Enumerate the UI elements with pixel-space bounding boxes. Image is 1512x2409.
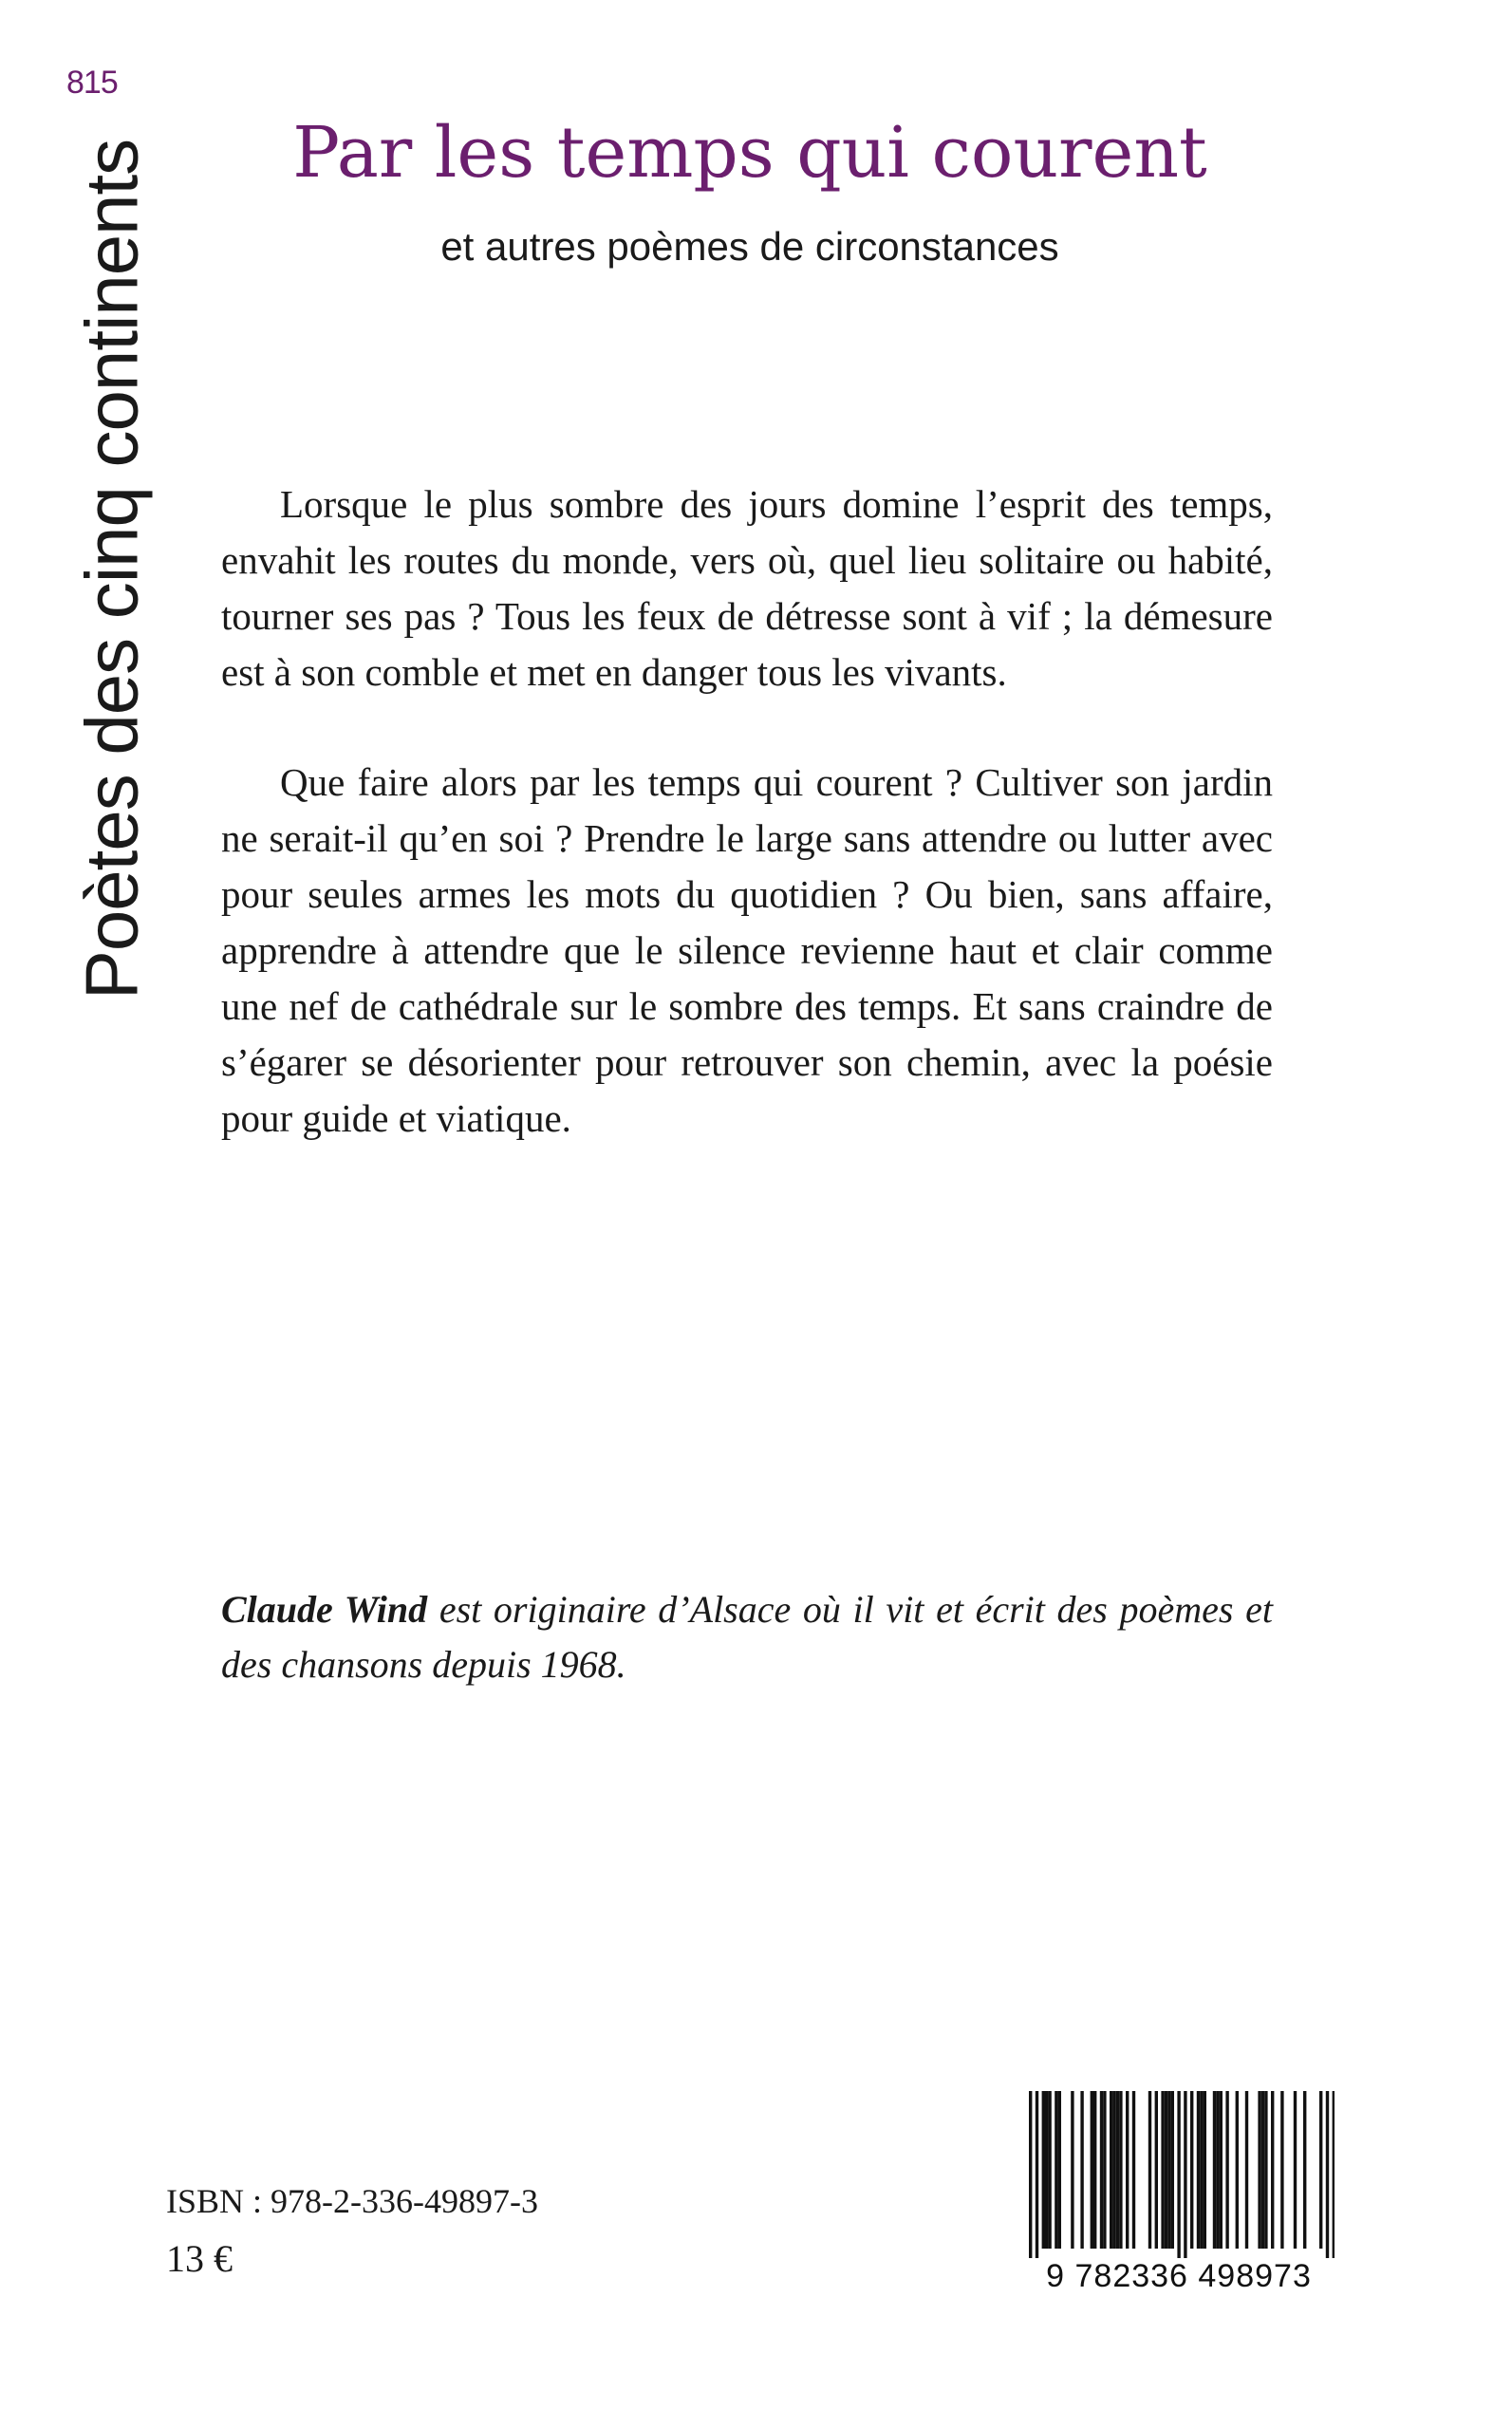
barcode-bar bbox=[1080, 2091, 1083, 2249]
barcode bbox=[1023, 2091, 1335, 2304]
barcode-bar bbox=[1103, 2091, 1106, 2249]
barcode-bar bbox=[1058, 2091, 1061, 2249]
barcode-bar bbox=[1204, 2091, 1206, 2249]
price: 13 € bbox=[166, 2237, 233, 2280]
barcode-bar bbox=[1132, 2091, 1135, 2249]
isbn: ISBN : 978-2-336-49897-3 bbox=[166, 2182, 538, 2220]
barcode-bar bbox=[1197, 2091, 1200, 2249]
barcode-bar bbox=[1071, 2091, 1073, 2249]
barcode-bar bbox=[1161, 2091, 1164, 2249]
barcode-bar bbox=[1112, 2091, 1115, 2249]
barcode-bars bbox=[1023, 2091, 1335, 2258]
author-bio bbox=[221, 1582, 1273, 1692]
barcode-digits: 9 782336 498973 bbox=[1046, 2258, 1312, 2294]
series-name: Poètes des cinq continents bbox=[69, 139, 154, 1000]
barcode-bar bbox=[1042, 2091, 1045, 2249]
barcode-bar bbox=[1167, 2091, 1170, 2249]
barcode-bar bbox=[1264, 2091, 1267, 2249]
barcode-bar bbox=[1280, 2091, 1283, 2249]
barcode-bar bbox=[1225, 2091, 1228, 2249]
barcode-bar bbox=[1220, 2091, 1223, 2249]
barcode-bar bbox=[1091, 2091, 1093, 2249]
barcode-bar bbox=[1045, 2091, 1048, 2249]
barcode-bar bbox=[1333, 2091, 1335, 2258]
book-title: Par les temps qui courent bbox=[292, 112, 1207, 194]
barcode-bar bbox=[1165, 2091, 1167, 2249]
barcode-bar bbox=[1029, 2091, 1032, 2258]
barcode-bar bbox=[1055, 2091, 1057, 2249]
author-name: Claude Wind bbox=[221, 1588, 428, 1631]
barcode-bar bbox=[1100, 2091, 1103, 2249]
barcode-bar bbox=[1245, 2091, 1248, 2249]
barcode-bar bbox=[1148, 2091, 1151, 2249]
barcode-bar bbox=[1200, 2091, 1203, 2249]
barcode-bar bbox=[1271, 2091, 1274, 2249]
barcode-bar bbox=[1326, 2091, 1329, 2258]
barcode-bar bbox=[1261, 2091, 1264, 2249]
barcode-bar bbox=[1319, 2091, 1322, 2249]
barcode-bar bbox=[1294, 2091, 1297, 2249]
barcode-bar bbox=[1110, 2091, 1112, 2249]
series-number: 815 bbox=[66, 65, 118, 101]
blurb-paragraph: Que faire alors par les temps qui courent ? Cultiver son jardin ne serait-il qu’en soi ? Prendre le large sans attendre ou lutter avec pour seules armes les mots du quotidien ? Ou bien, sans affaire, apprendre à attendre que le silence revienne haut et clair comme une nef de cathédrale sur le sombre des temps. Et sans craindre de s’égarer se désorienter pour retrouver son chemin, avec la poésie pour guide et viatique. bbox=[221, 760, 1273, 1140]
author-bio-text: est originaire d’Alsace où il vit et écrit des poèmes et des chansons depuis 1968. bbox=[221, 1588, 1274, 1686]
barcode-bar bbox=[1116, 2091, 1119, 2249]
barcode-bar bbox=[1258, 2091, 1260, 2249]
barcode-bar bbox=[1303, 2091, 1306, 2249]
barcode-bar bbox=[1236, 2091, 1239, 2249]
barcode-bar bbox=[1093, 2091, 1096, 2249]
barcode-bar bbox=[1216, 2091, 1219, 2249]
barcode-bar bbox=[1184, 2091, 1186, 2258]
blurb bbox=[221, 476, 1273, 1201]
barcode-bar bbox=[1126, 2091, 1129, 2249]
barcode-bar bbox=[1036, 2091, 1038, 2258]
barcode-bar bbox=[1171, 2091, 1174, 2249]
barcode-bar bbox=[1155, 2091, 1158, 2249]
barcode-bar bbox=[1190, 2091, 1193, 2249]
barcode-bar bbox=[1177, 2091, 1180, 2258]
book-subtitle: et autres poèmes de circonstances bbox=[440, 224, 1059, 269]
barcode-bar bbox=[1048, 2091, 1051, 2249]
blurb-paragraph: Lorsque le plus sombre des jours domine l’esprit des temps, envahit les routes du monde, vers où, quel lieu solitaire ou habité, tourner ses pas ? Tous les feux de détresse sont à vif ; la démesure est à son comble et met en danger tous les vivants. bbox=[221, 482, 1273, 694]
barcode-bar bbox=[1119, 2091, 1122, 2249]
barcode-bar bbox=[1213, 2091, 1216, 2249]
